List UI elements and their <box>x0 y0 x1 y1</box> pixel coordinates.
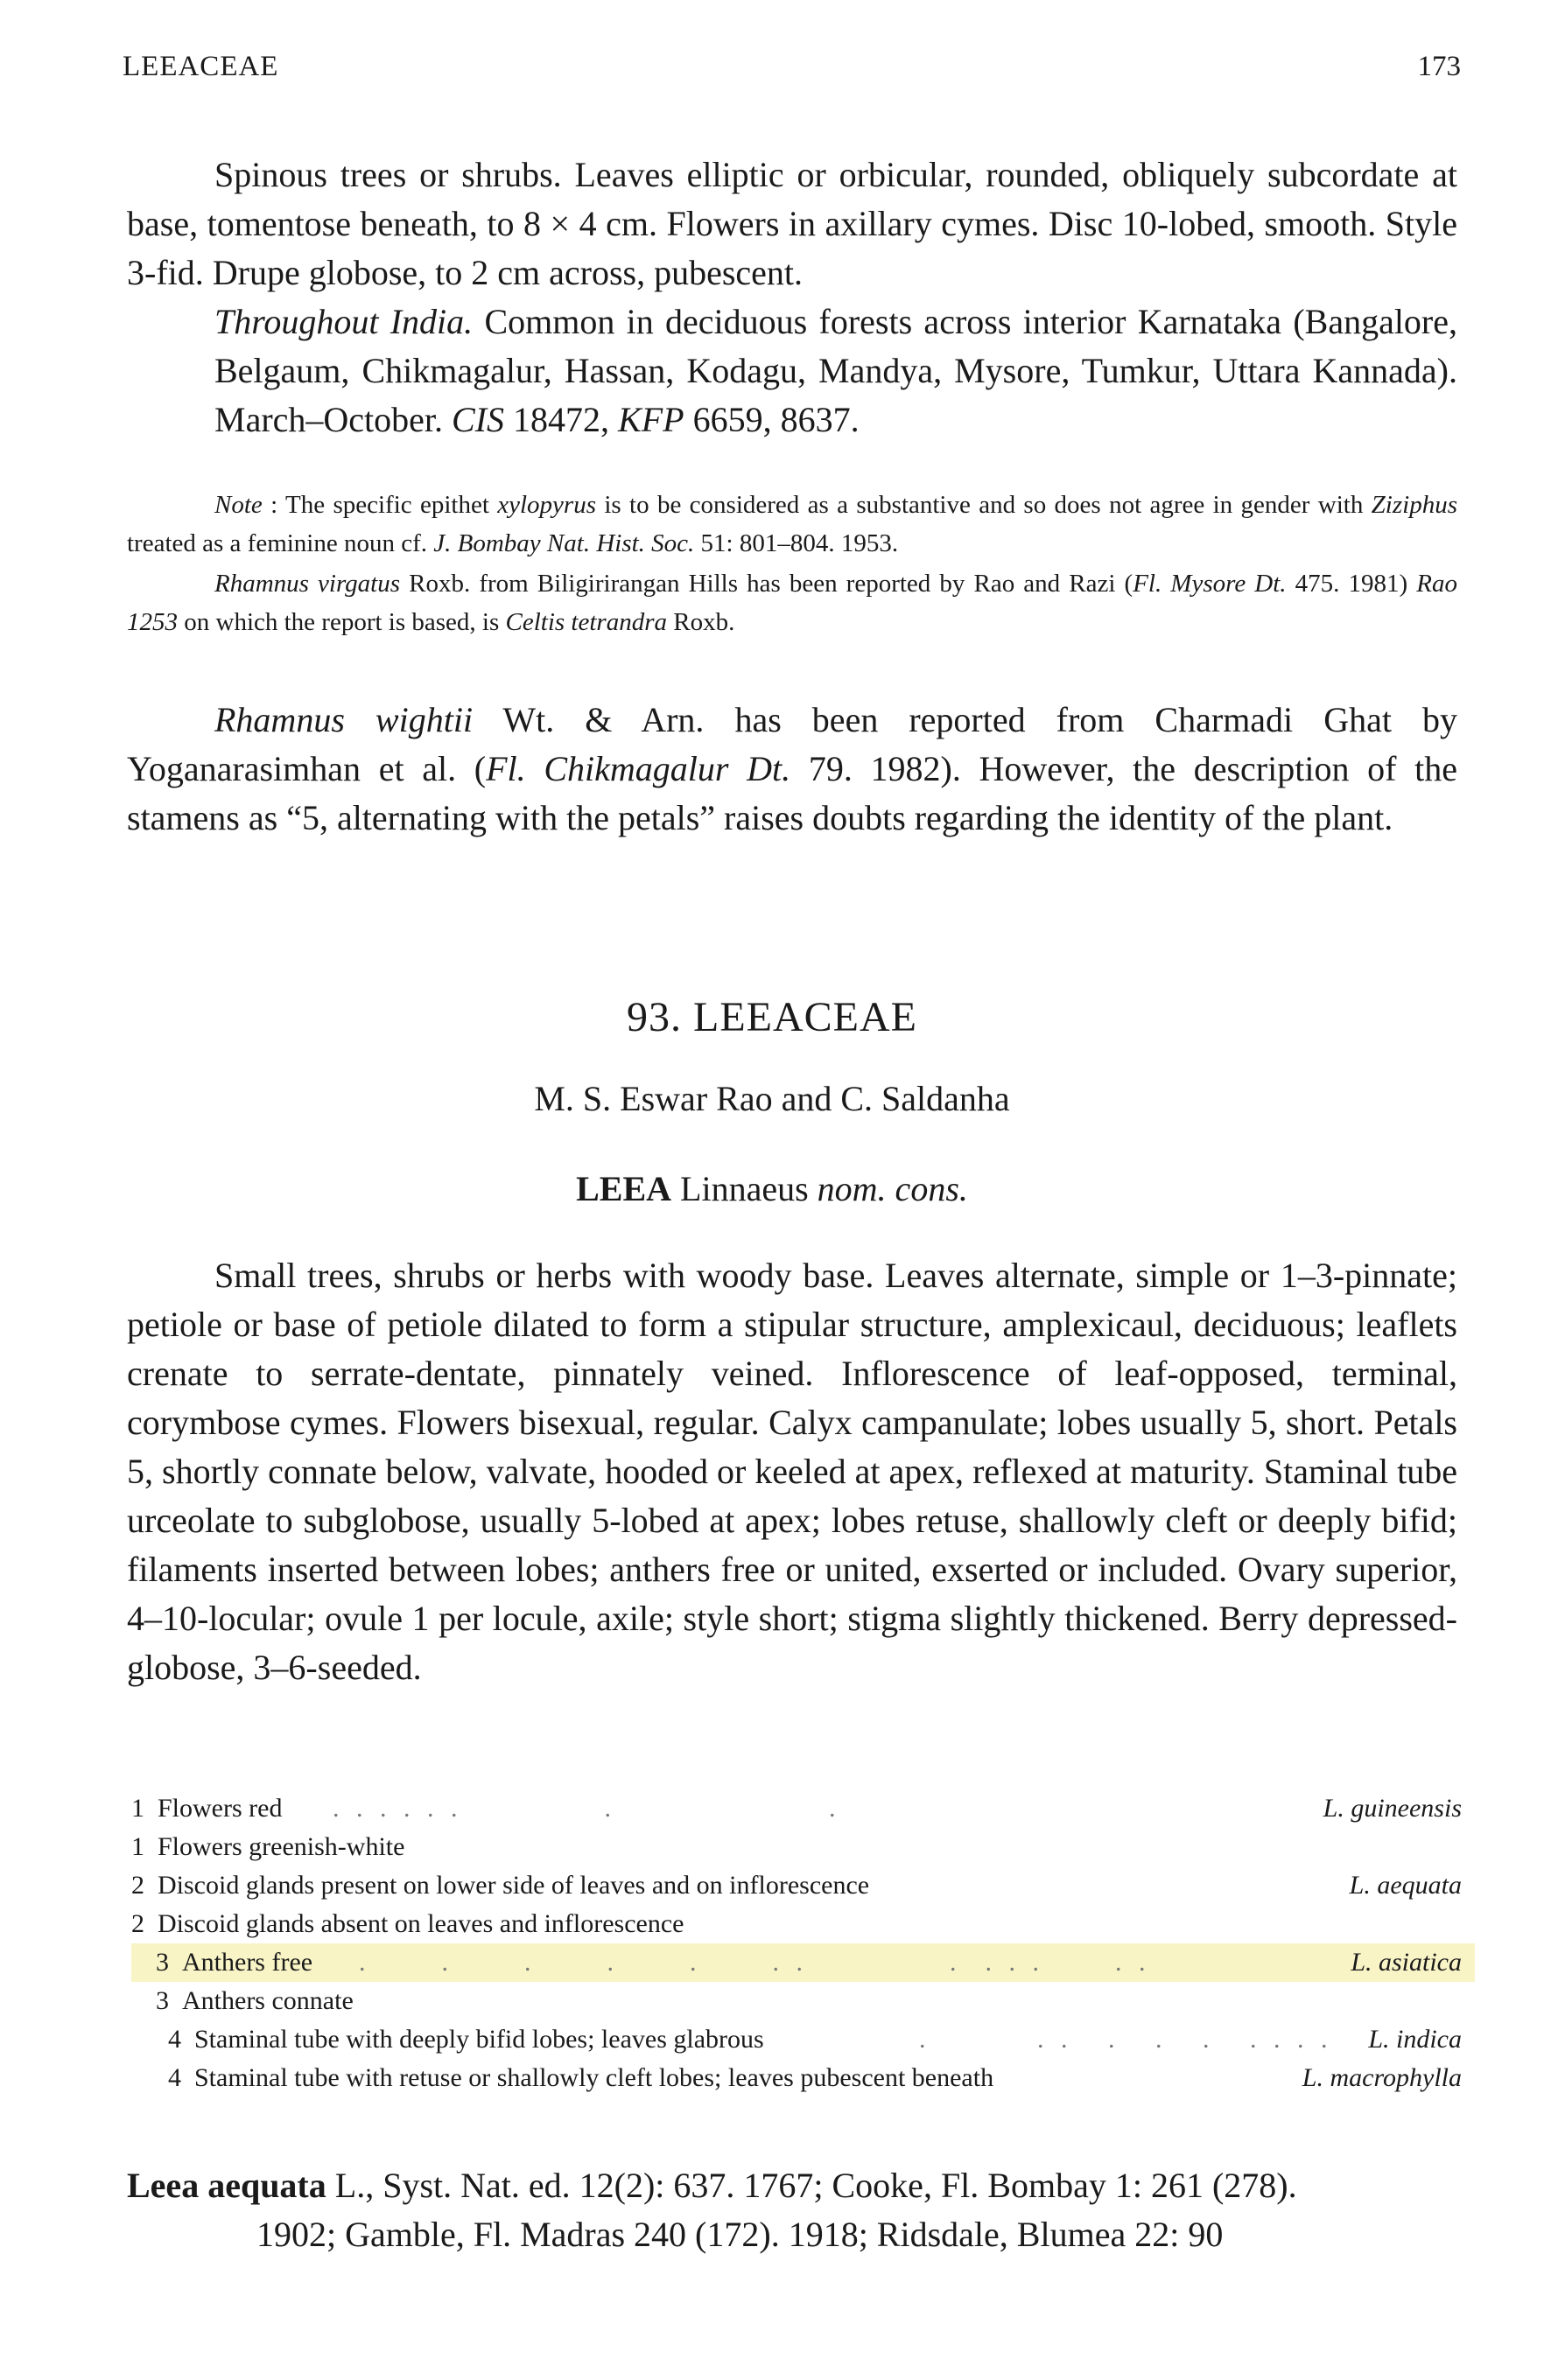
page-number: 173 <box>1417 51 1461 82</box>
species-author: L. <box>326 2166 366 2205</box>
distribution-label: Throughout India. <box>214 302 474 341</box>
key-number: 2 <box>131 1871 144 1900</box>
key-lead <box>131 1789 1462 1828</box>
running-head-title: LEEACEAE <box>123 51 279 82</box>
key-number: 1 <box>131 1794 144 1823</box>
leader-dots: . . . . . . . . <box>333 1794 841 1823</box>
distribution-block <box>127 298 1457 444</box>
key-number: 4 <box>168 2063 181 2092</box>
leader-dots: . . . . . . . . . . . . . <box>359 1948 1151 1977</box>
species-description <box>127 150 1457 444</box>
note-taxon: Celtis tetrandra <box>505 608 667 636</box>
kfp-label: KFP <box>618 400 684 439</box>
genus-name: LEEA <box>576 1169 672 1208</box>
key-text: Staminal tube with deeply bifid lobes; leaves glabrous <box>194 2025 764 2054</box>
description-text: Spinous trees or shrubs. Leaves elliptic or orbicular, rounded, obliquely subcordate at base, tomentose beneath, to 8 × 4 cm. Flowers in axillary cymes. Disc 10-lobed, smooth. Style 3-fid. Drupe globose, to 2 cm across, pubescent. <box>127 155 1457 292</box>
genus-status: nom. cons. <box>817 1169 968 1208</box>
note-text: is to be considered as a substantive and so does not agree in gender with <box>596 491 1372 519</box>
key-taxon: L. asiatica <box>1351 1948 1462 1977</box>
note-text: Roxb. <box>667 608 735 636</box>
key-number: 3 <box>156 1948 169 1977</box>
key-text: Staminal tube with retuse or shallowly cleft lobes; leaves pubescent beneath <box>194 2063 994 2092</box>
key-text: Discoid glands absent on leaves and inflorescence <box>158 1909 684 1938</box>
key-text: Anthers connate <box>182 1986 354 2015</box>
note-text: on which the report is based, is <box>178 608 506 636</box>
key-taxon: L. indica <box>1368 2025 1462 2054</box>
cis-number: 18472, <box>504 400 619 439</box>
rhamnus-paragraph <box>127 696 1457 843</box>
key-number: 4 <box>168 2025 181 2054</box>
key-lead <box>131 1905 1462 1943</box>
family-title: 93. LEEACEAE <box>627 994 917 1040</box>
running-header <box>123 51 1461 94</box>
key-text: Flowers greenish-white <box>158 1832 405 1861</box>
key-lead <box>131 2059 1462 2097</box>
note-specimen: Rao 1253 <box>127 570 1457 636</box>
note-text: 475. 1981) <box>1286 570 1417 598</box>
key-number: 1 <box>131 1832 144 1861</box>
note-journal: J. Bombay Nat. Hist. Soc. <box>433 529 695 557</box>
key-taxon: L. macrophylla <box>1302 2063 1462 2092</box>
note-text: : The specific epithet <box>262 491 498 519</box>
reference-line-1: , Syst. Nat. ed. 12(2): 637. 1767; Cooke, Fl. Bombay 1: 261 (278). <box>365 2166 1297 2205</box>
note-epithet: xylopyrus <box>497 491 596 519</box>
genus-description: Small trees, shrubs or herbs with woody base. Leaves alternate, simple or 1–3-pinnate; petiole or base of petiole dilated to form a stipular structure, amplexicaul, deciduous; leaflets crenate to serrate-dentate, pinnately veined. Inflorescence of leaf-opposed, terminal, corymbose cymes. Flowers bisexual, regular. Calyx campanulate; lobes usually 5, short. Petals 5, shortly connate below, valvate, hooded or keeled at apex, reflexed at maturity. Staminal tube urceolate to subglobose, usually 5-lobed at apex; lobes retuse, shallowly cleft or deeply bifid; filaments inserted between lobes; anthers free or united, exserted or included. Ovary superior, 4–10-locular; ovule 1 per locule, axile; style short; stigma slightly thickened. Berry depressed-globose, 3–6-seeded. <box>127 1256 1457 1687</box>
species-name: Leea aequata <box>127 2166 326 2205</box>
key-lead-highlighted <box>131 1943 1475 1982</box>
key-taxon: L. guineensis <box>1323 1794 1462 1823</box>
key-number: 3 <box>156 1986 169 2015</box>
rhamnus-text: Wt. & Arn. has been reported from Charmadi Ghat by Yoganarasimhan et al. ( <box>127 700 1457 788</box>
kfp-numbers: 6659, 8637. <box>684 400 860 439</box>
key-lead <box>131 1866 1462 1905</box>
note-label: Note <box>214 491 263 519</box>
note-taxon-name: Rhamnus virgatus <box>214 570 401 598</box>
note-text: treated as a feminine noun cf. <box>127 529 434 557</box>
family-authors: M. S. Eswar Rao and C. Saldanha <box>534 1079 1010 1118</box>
key-lead <box>131 1982 1462 2020</box>
species-reference <box>127 2161 1457 2259</box>
note-reference: Fl. Mysore Dt. <box>1133 570 1287 598</box>
leader-dots: . . . . . . . . . . <box>919 2025 1333 2054</box>
genus-author: Linnaeus <box>671 1169 818 1208</box>
note-paragraph-2 <box>127 564 1457 641</box>
key-number: 2 <box>131 1909 144 1938</box>
key-text: Discoid glands present on lower side of leaves and on inflorescence <box>158 1871 870 1900</box>
note-genus: Ziziphus <box>1371 491 1457 519</box>
rhamnus-text: 79. 1982). However, the description of the stamens as “5, alternating with the petals” raises doubts regarding the identity of the plant. <box>127 749 1457 837</box>
cis-label: CIS <box>452 400 505 439</box>
key-text: Flowers red <box>158 1794 283 1823</box>
note-text: Roxb. from Biligirirangan Hills has been reported by Rao and Razi ( <box>400 570 1133 598</box>
reference-line-2: 1902; Gamble, Fl. Madras 240 (172). 1918; Ridsdale, Blumea 22: 90 <box>256 2215 1224 2254</box>
rhamnus-reference: Fl. Chikmagalur Dt. <box>486 749 791 788</box>
key-taxon: L. aequata <box>1349 1871 1462 1900</box>
key-lead <box>131 2020 1462 2059</box>
genus-heading <box>0 1168 1544 1209</box>
note-text: 51: 801–804. 1953. <box>694 529 899 557</box>
rhamnus-name: Rhamnus wightii <box>214 700 474 739</box>
note-paragraph-1 <box>127 486 1457 563</box>
key-lead <box>131 1828 1462 1866</box>
distribution-text: Common in deciduous forests across interior Karnataka (Bangalore, Belgaum, Chikmagalur, Hassan, Kodagu, Mandya, Mysore, Tumkur, Uttara Kannada). March–October. <box>214 302 1458 439</box>
key-text: Anthers free <box>182 1948 313 1977</box>
